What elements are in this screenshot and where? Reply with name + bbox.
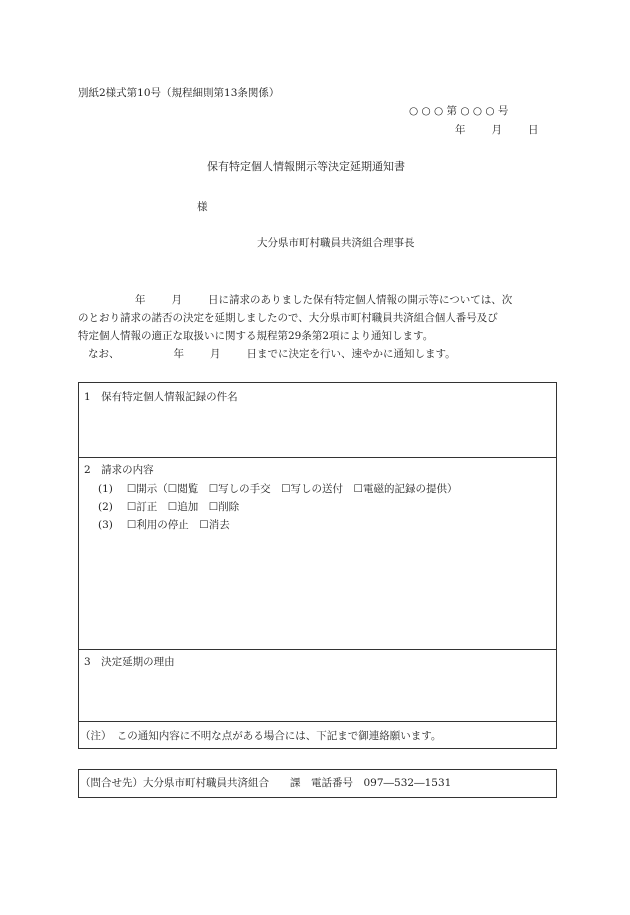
issue-date [455, 123, 539, 137]
request-item-correction [98, 500, 239, 514]
recipient-suffix: 様 [197, 201, 208, 213]
table-divider [78, 721, 557, 722]
body-line-2: のとおり請求の諾否の決定を延期しましたので、大分県市町村職員共済組合個人番号及び [78, 312, 498, 324]
table-note: （注） この通知内容に不明な点がある場合には、下記まで御連絡願います。 [80, 730, 442, 742]
notice-table [78, 382, 557, 749]
body-year-label: 年 [135, 294, 146, 306]
section-2-label: 2 請求の内容 [84, 464, 154, 476]
section-1-label: 1 保有特定個人情報記録の件名 [84, 391, 238, 403]
section-3-label: 3 決定延期の理由 [84, 656, 175, 668]
form-label: 別紙2様式第10号（規程細則第13条関係） [78, 87, 280, 99]
sender-name: 大分県市町村職員共済組合理事長 [257, 237, 415, 249]
body-line-4 [88, 347, 456, 361]
body-line-3: 特定個人情報の適正な取扱いに関する規程第29条第2項により通知します。 [78, 330, 434, 342]
request-item-options: ☐利用の停止 ☐消去 [126, 519, 230, 531]
document-title: 保有特定個人情報開示等決定延期通知書 [207, 160, 405, 173]
document-number: ○ ○ ○ 第 ○ ○ ○ 号 [409, 105, 509, 117]
date-day-label: 日 [528, 124, 539, 136]
request-item-number: (3) [98, 519, 113, 531]
table-divider [78, 457, 557, 458]
date-month-label: 月 [491, 124, 502, 136]
body-deadline-year-label: 年 [173, 348, 184, 360]
request-item-options: ☐訂正 ☐追加 ☐削除 [126, 501, 240, 513]
request-item-options: ☐開示（☐閲覧 ☐写しの手交 ☐写しの送付 ☐電磁的記録の提供） [126, 483, 458, 495]
request-item-number: (2) [98, 501, 113, 513]
request-item-number: (1) [98, 483, 113, 495]
table-divider [78, 649, 557, 650]
body-line-4-prefix: なお、 [88, 348, 120, 360]
contact-info: （問合せ先）大分県市町村職員共済組合 課 電話番号 097―532―1531 [80, 777, 452, 789]
body-deadline-month-label: 月 [210, 348, 221, 360]
date-year-label: 年 [455, 124, 466, 136]
request-item-disclosure [98, 482, 457, 496]
body-month-label: 月 [171, 294, 182, 306]
request-item-suspension [98, 518, 230, 532]
body-line-4-text: 日までに決定を行い、速やかに通知します。 [246, 348, 456, 360]
body-line-1-text: 日に請求のありました保有特定個人情報の開示等については、次 [208, 294, 513, 306]
body-line-1 [135, 293, 512, 307]
